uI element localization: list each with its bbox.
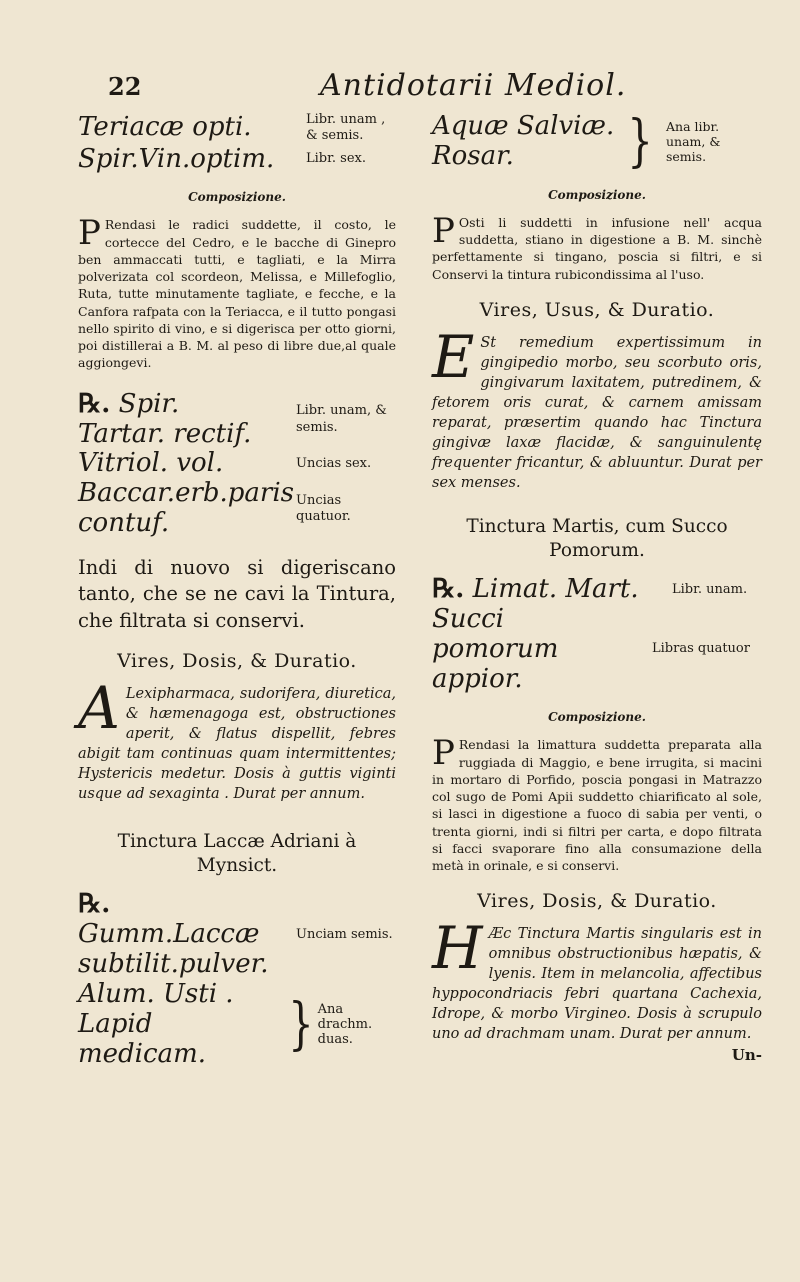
ingredient-quantity: Ana libr. unam, & semis.: [666, 119, 721, 165]
ingredient-name: Limat. Mart.: [472, 573, 639, 604]
ingredient-quantity: Libr. sex.: [306, 151, 366, 167]
ingredient-quantity: Ana drachm. duas.: [317, 1002, 373, 1048]
recipe-block: [78, 390, 396, 539]
ingredient-name: Spir.Vin.optim.: [78, 143, 275, 174]
initial-letter: P: [78, 213, 101, 254]
ingredient-line: [78, 479, 396, 539]
ingredient-quantity: Unciam semis.: [296, 926, 393, 942]
initial-letter: A: [78, 674, 120, 743]
section-heading: Composizione.: [548, 187, 646, 202]
latin-paragraph: [78, 674, 396, 804]
recipe-symbol: ℞.: [78, 889, 111, 920]
catchword: Un-: [731, 1046, 762, 1065]
ingredient-name: Teriacæ opti.: [78, 112, 252, 143]
ingredient-quantity: Libr. unam, & semis.: [296, 403, 387, 435]
running-title: Antidotarii Mediol.: [320, 68, 627, 103]
paragraph: [432, 210, 762, 283]
ingredient-line: [78, 449, 396, 479]
section-heading: Composizione.: [548, 710, 646, 725]
paragraph-text: Rendasi la limattura suddetta preparata alla ruggiada di Maggio, e bene irrugita, si macini in mortaro di Porfido, poscia pongasi in Matrazzo col sugo de Pomi Apii suddetto chiarificato al sole, si lasci in digestione a fuoco di sabia per venti, o trenta giorni, indi si filtri per carta, e dopo filtrata si facci svaporare fino alla consumazione della metà in orinale, e si conservi.: [432, 737, 762, 874]
initial-letter: P: [432, 733, 455, 774]
ingredient-line: [78, 145, 396, 175]
ingredient-name: Succi pomorum appior.: [432, 603, 559, 694]
section-heading: Composizione.: [188, 190, 286, 205]
ingredient-group: [432, 109, 762, 175]
recipe-title: Tinctura Martis, cum Succo Pomorum.: [466, 515, 728, 561]
paragraph-text: Lexipharmaca, sudorifera, diuretica, & hæmenagoga est, obstructiones aperit, & flatus dispellit, febres abigit tam continuas quam intermittentes; Hystericis medetur. Dosis à guttis viginti usque ad sexaginta . Durat per annum.: [78, 686, 396, 803]
paragraph-text: Æc Tinctura Martis singularis est in omnibus obstructionibus hæpatis, & lyenis. Item in melancolia, affectibus hyppocondriacis febri quartana Cachexia, Idrope, & morbo Virgineo. Dosis à scrupulo uno ad drachmam unam. Durat per annum.: [432, 926, 762, 1043]
ingredient-name: Gumm.Laccæ subtilit.pulver.: [78, 919, 269, 979]
recipe-symbol: ℞.: [432, 573, 465, 604]
initial-letter: H: [432, 914, 483, 983]
paragraph: [432, 733, 762, 874]
section-heading: Vires, Usus, & Duratio.: [479, 298, 715, 321]
ingredient-quantity: Uncias sex.: [296, 456, 372, 472]
ingredient-quantity: Uncias quatuor.: [296, 492, 351, 525]
initial-letter: P: [432, 210, 455, 251]
paragraph-text: Rendasi le radici suddette, il costo, le cortecce del Cedro, e le bacche di Ginepro ben ammaccati tutti, e tagliati, e la Mirra polverizata col scordeon, Melissa, e Millefoglio, Ruta, tutte minutamente tagliate, e fecche, e la Canfora rafpata con la Teriacca, e il tutto pongasi nello spirito di vino, e si digerisca per otto giorni, poi distillerai a B. M. al peso di libre due,al quale aggiongevi.: [78, 217, 396, 371]
recipe-block: [432, 575, 762, 695]
section-heading: Vires, Dosis, & Duratio.: [117, 650, 357, 673]
ingredient-line: [432, 605, 762, 695]
recipe-symbol: ℞.: [78, 388, 111, 419]
recipe-title: Tinctura Laccæ Adriani à Mynsict.: [117, 831, 357, 877]
ingredient-line: [432, 575, 762, 605]
ingredient-line: [78, 390, 396, 450]
ingredient-name: Baccar.erb.paris contuf.: [78, 478, 295, 539]
paragraph-text: Indi di nuovo si digeriscano tanto, che se ne cavi la Tintura, che filtrata si conservi.: [78, 556, 396, 632]
ingredient-line: [78, 890, 396, 980]
ingredient-quantity: Libr. unam.: [672, 581, 748, 597]
brace-icon: }: [627, 109, 653, 175]
ingredient-name: Vitriol. vol.: [78, 448, 224, 479]
paragraph-text: Osti li suddetti in infusione nell' acqua suddetta, stiano in digestione a B. M. sinchè perfettamente si tingano, poscia si filtri, e si Conservi la tintura rubicondissima al l'uso.: [432, 214, 762, 282]
ingredient-quantity: Libr. unam , & semis.: [306, 112, 386, 144]
latin-paragraph: [432, 914, 762, 1044]
recipe-block: [78, 890, 396, 1069]
running-head: [0, 62, 800, 112]
ingredient-group: [78, 980, 396, 1070]
brace-icon: }: [288, 992, 314, 1057]
latin-paragraph: [432, 322, 762, 493]
ingredient-name: Lapid medicam.: [78, 1008, 206, 1069]
ingredient-name: Spir. Tartar. rectif.: [78, 388, 252, 449]
ingredient-name: Aquæ Salviæ.: [432, 111, 615, 141]
ingredient-name: Alum. Usti .: [78, 978, 234, 1009]
left-column: [78, 112, 396, 1069]
ingredient-name: Rosar.: [432, 140, 514, 171]
paragraph-text: St remedium expertissimum in gingipedio morbo, seu scorbuto oris, gingivarum laxitatem, putredinem, & fetorem oris curat, & carnem amissam reparat, præsertim quando hac Tinctura gingivæ laxæ flacidæ, & sanguinulentę frequenter fricantur, & abluuntur. Durat per sex menses.: [432, 334, 762, 491]
paragraph: [78, 213, 396, 371]
initial-letter: E: [432, 322, 475, 391]
page-number: 22: [108, 72, 142, 101]
ingredient-line: [78, 112, 396, 145]
ingredient-quantity: Libras quatuor: [652, 641, 750, 657]
right-column: [432, 109, 762, 1065]
section-heading: Vires, Dosis, & Duratio.: [477, 890, 717, 913]
